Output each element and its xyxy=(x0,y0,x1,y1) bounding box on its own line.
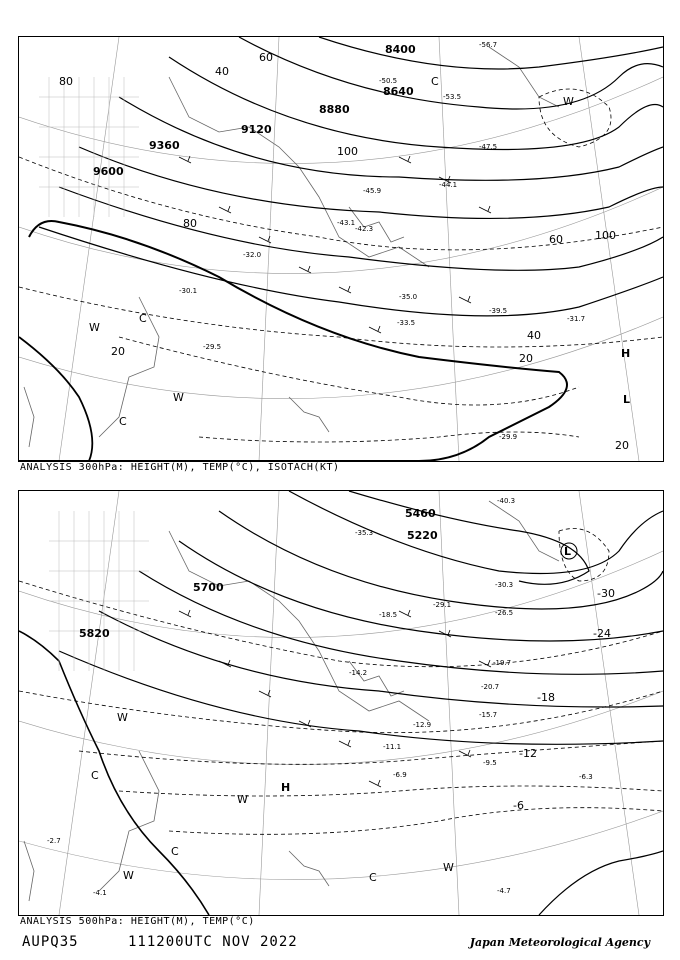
temp-obs: -50.5 xyxy=(379,77,398,85)
height-contour-southeast xyxy=(539,851,663,915)
isotach-label-60: 60 xyxy=(259,51,273,64)
temp-obs: -42.3 xyxy=(355,225,374,233)
warm-marker-northeast: W xyxy=(563,95,574,108)
isotach-label-20-east: 20 xyxy=(615,439,629,452)
temp-obs: -18.5 xyxy=(379,611,398,619)
temp-contour-label-minus24: -24 xyxy=(593,627,611,640)
temp-obs: -11.1 xyxy=(383,743,402,751)
valid-time: 111200UTC NOV 2022 xyxy=(128,934,298,950)
cold-marker-north: C xyxy=(431,75,439,88)
temp-obs: -44.1 xyxy=(439,181,458,189)
analysis-300hpa-map xyxy=(18,36,664,462)
height-label-5820: 5820 xyxy=(79,627,110,640)
low-center-marker: L xyxy=(623,393,631,406)
height-label-5460: 5460 xyxy=(405,507,436,520)
grid-hatch-area xyxy=(49,511,149,671)
cold-marker-south: C xyxy=(119,415,127,428)
temp-obs: -6.3 xyxy=(579,773,593,781)
temp-obs: -26.5 xyxy=(495,609,514,617)
temp-obs: -20.7 xyxy=(481,683,500,691)
cold-marker-southeast: C xyxy=(369,871,377,884)
temp-obs: -39.5 xyxy=(489,307,508,315)
temp-obs: -4.7 xyxy=(497,887,511,895)
high-center-marker: H xyxy=(281,781,291,794)
temp-obs: -29.5 xyxy=(203,343,222,351)
chart-code: AUPQ35 xyxy=(22,934,79,950)
cold-marker-south: C xyxy=(171,845,179,858)
warm-marker: W xyxy=(117,711,128,724)
isotach-label-60-east: 60 xyxy=(549,233,563,246)
isotach-20kt xyxy=(19,221,567,461)
temp-obs: -30.3 xyxy=(495,581,514,589)
caption-500hpa: ANALYSIS 500hPa: HEIGHT(M), TEMP(°C) xyxy=(20,916,255,927)
temp-obs: -30.1 xyxy=(179,287,198,295)
map-500hpa-canvas xyxy=(19,491,663,915)
map-300hpa-canvas xyxy=(19,37,663,461)
temp-contour-label-minus18: -18 xyxy=(537,691,555,704)
temp-obs: -14.2 xyxy=(349,669,368,677)
height-label-5700: 5700 xyxy=(193,581,224,594)
temp-obs: -19.7 xyxy=(493,659,512,667)
temp-contour-label-minus6: -6 xyxy=(513,799,524,812)
cold-marker: C xyxy=(91,769,99,782)
temp-obs: -9.5 xyxy=(483,759,497,767)
low-center-marker: L xyxy=(564,545,572,558)
isotach-label-80-mid: 80 xyxy=(183,217,197,230)
warm-marker: W xyxy=(89,321,100,334)
temp-obs: -15.7 xyxy=(479,711,498,719)
warm-marker-southeast: W xyxy=(443,861,454,874)
isotach-label-80: 80 xyxy=(59,75,73,88)
height-contours xyxy=(39,37,663,316)
isotach-label-40: 40 xyxy=(215,65,229,78)
warm-marker-south: W xyxy=(173,391,184,404)
temp-obs: -29.1 xyxy=(433,601,452,609)
height-label-9600: 9600 xyxy=(93,165,124,178)
temp-obs: -47.5 xyxy=(479,143,498,151)
analysis-500hpa-map xyxy=(18,490,664,916)
temp-obs: -53.5 xyxy=(443,93,462,101)
height-label-5220: 5220 xyxy=(407,529,438,542)
isotach-label-20-west: 20 xyxy=(111,345,125,358)
temp-obs: -35.3 xyxy=(355,529,374,537)
temp-contour-label-minus12: -12 xyxy=(519,747,537,760)
warm-marker-south: W xyxy=(237,793,248,806)
isotach-label-20: 20 xyxy=(519,352,533,365)
temp-obs: -29.9 xyxy=(499,433,518,441)
isotach-label-40-south: 40 xyxy=(527,329,541,342)
warm-marker-southwest: W xyxy=(123,869,134,882)
isotach-label-100: 100 xyxy=(337,145,358,158)
temp-obs: -6.9 xyxy=(393,771,407,779)
agency-name: Japan Meteorological Agency xyxy=(469,936,650,949)
isotach-label-100-east: 100 xyxy=(595,229,616,242)
temp-obs: -35.0 xyxy=(399,293,418,301)
height-label-8880: 8880 xyxy=(319,103,350,116)
temp-obs: -56.7 xyxy=(479,41,498,49)
temp-obs: -43.1 xyxy=(337,219,356,227)
temp-obs: -12.9 xyxy=(413,721,432,729)
height-label-8400: 8400 xyxy=(385,43,416,56)
height-label-8640: 8640 xyxy=(383,85,414,98)
temp-obs: -4.1 xyxy=(93,889,107,897)
cold-marker: C xyxy=(139,312,147,325)
temp-obs: -2.7 xyxy=(47,837,61,845)
high-center-marker: H xyxy=(621,347,631,360)
grid-hatch-area xyxy=(39,77,139,217)
temp-obs: -31.7 xyxy=(567,315,586,323)
height-label-9360: 9360 xyxy=(149,139,180,152)
temp-contour-label-minus30: -30 xyxy=(597,587,615,600)
temp-obs: -32.0 xyxy=(243,251,262,259)
temp-obs: -45.9 xyxy=(363,187,382,195)
temp-obs: -33.5 xyxy=(397,319,416,327)
temp-obs: -40.3 xyxy=(497,497,516,505)
height-label-9120: 9120 xyxy=(241,123,272,136)
caption-300hpa: ANALYSIS 300hPa: HEIGHT(M), TEMP(°C), ISOTACH(KT) xyxy=(20,462,340,473)
